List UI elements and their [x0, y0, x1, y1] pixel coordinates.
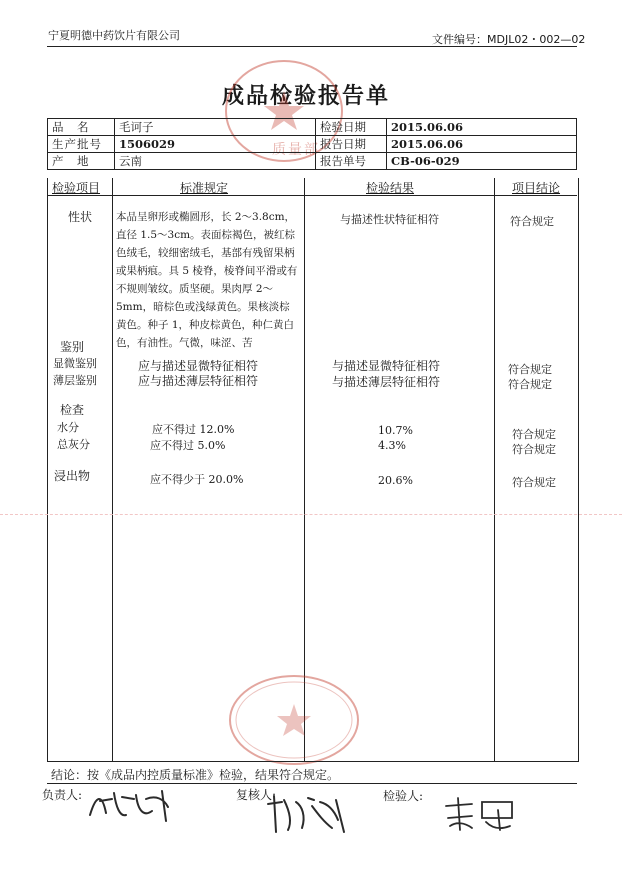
tlc-standard: 应与描述薄层特征相符 — [138, 374, 259, 388]
batch-label: 生产批号 — [48, 136, 115, 153]
report-no-value: CB-06-029 — [387, 153, 577, 170]
responsible-signature — [86, 785, 182, 827]
report-date-label: 报告日期 — [316, 136, 387, 153]
report-no-label: 报告单号 — [316, 153, 387, 170]
water-result: 10.7% — [378, 424, 413, 437]
ash-item: 总灰分 — [57, 438, 90, 451]
name-label: 品 名 — [48, 119, 115, 136]
col-divider-3 — [494, 178, 495, 761]
ash-standard: 应不得过 5.0% — [150, 439, 226, 452]
batch-value: 1506029 — [115, 136, 316, 153]
tlc-item: 薄层鉴别 — [53, 374, 97, 387]
svg-text:量: 量 — [288, 142, 302, 158]
character-item: 性状 — [68, 210, 93, 224]
character-standard: 本品呈卵形或椭圆形，长 2～3.8cm，直径 1.5～3cm。表面棕褐色，被红棕色绒毛，较细密绒毛，基部有残留果柄或果柄痕。具 5 棱脊，棱脊间平滑或有不规则皱纹。质坚硬。果肉厚 2～5mm，暗棕色或浅绿黄色。果核淡棕黄色。种子 1，种皮棕黄色，种仁黄白色，有油性。气微，味涩、苦 — [116, 211, 298, 349]
header-rule — [47, 46, 577, 47]
svg-text:部: 部 — [304, 142, 318, 158]
document-title: 成品检验报告单 — [222, 83, 391, 109]
reviewer-label: 复核人: — [236, 788, 277, 802]
name-value: 毛诃子 — [115, 119, 316, 136]
conclusion-top-rule — [47, 761, 577, 762]
file-number: 文件编号：MDJL02・002—02 — [432, 33, 586, 46]
identification-heading: 鉴别 — [60, 340, 85, 354]
extract-result: 20.6% — [378, 474, 413, 487]
tlc-conclusion: 符合规定 — [508, 378, 552, 391]
character-result: 与描述性状特征相符 — [340, 213, 439, 226]
svg-text:质: 质 — [272, 142, 286, 158]
origin-value: 云南 — [115, 153, 316, 170]
micro-conclusion: 符合规定 — [508, 363, 552, 376]
inspector-signature — [442, 796, 522, 836]
water-conclusion: 符合规定 — [512, 428, 556, 441]
ash-conclusion: 符合规定 — [512, 443, 556, 456]
inspect-date-value: 2015.06.06 — [387, 119, 577, 136]
responsible-label: 负责人: — [42, 788, 83, 802]
micro-result: 与描述显微特征相符 — [332, 359, 441, 373]
origin-label: 产 地 — [48, 153, 115, 170]
col-header-conclusion: 项目结论 — [512, 181, 561, 195]
micro-standard: 应与描述显微特征相符 — [138, 359, 259, 373]
company-seal — [226, 672, 362, 768]
character-conclusion: 符合规定 — [510, 215, 554, 228]
col-header-item: 检验项目 — [52, 181, 101, 195]
water-standard: 应不得过 12.0% — [152, 423, 235, 436]
company-name: 宁夏明德中药饮片有限公司 — [48, 29, 180, 42]
col-divider-1 — [112, 178, 113, 761]
info-table — [47, 118, 577, 170]
conclusion-text: 结论：按《成品内控质量标准》检验，结果符合规定。 — [51, 768, 340, 782]
col-header-standard: 标准规定 — [180, 181, 229, 195]
inspector-label: 检验人: — [383, 789, 424, 803]
tlc-result: 与描述薄层特征相符 — [332, 375, 441, 389]
water-item: 水分 — [57, 421, 79, 434]
scan-line — [0, 514, 622, 515]
col-header-result: 检验结果 — [366, 181, 415, 195]
extract-conclusion: 符合规定 — [512, 476, 556, 489]
extract-standard: 应不得少于 20.0% — [150, 473, 244, 486]
inspect-date-label: 检验日期 — [316, 119, 387, 136]
conclusion-bottom-rule — [47, 783, 577, 784]
ash-result: 4.3% — [378, 439, 406, 452]
extract-item: 浸出物 — [54, 469, 91, 483]
inspection-heading: 检查 — [60, 403, 85, 417]
column-header-rule — [47, 195, 577, 196]
reviewer-signature — [262, 792, 354, 838]
report-date-value: 2015.06.06 — [387, 136, 577, 153]
micro-item: 显微鉴别 — [53, 357, 97, 370]
